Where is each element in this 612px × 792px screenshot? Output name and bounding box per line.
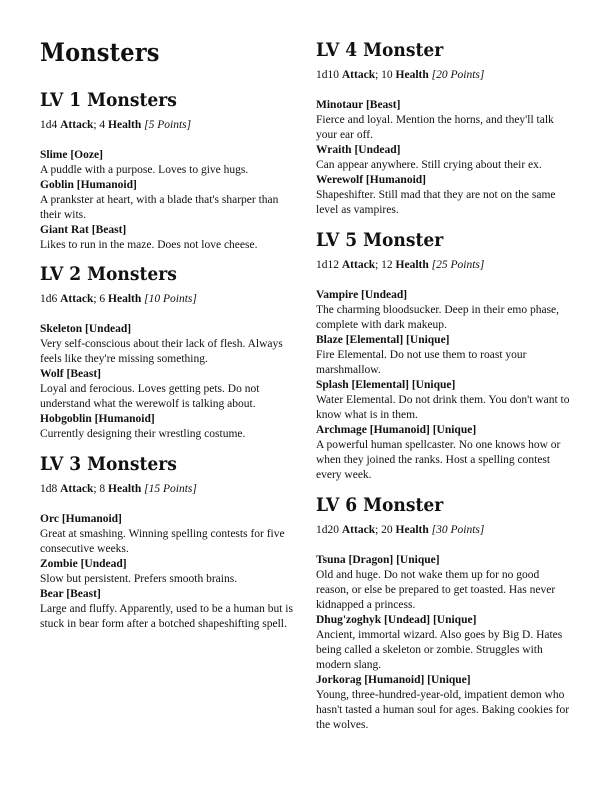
health-label: Health (395, 524, 429, 536)
monster-description: Great at smashing. Winning spelling contests for five consecutive weeks. (40, 528, 285, 555)
monster-description: Very self-conscious about their lack of flesh. Always feels like they're missing something. (40, 338, 283, 365)
monster-entry (40, 367, 298, 412)
level-title: LV 3 Monsters (40, 453, 177, 475)
points-value: [25 Points] (431, 259, 485, 271)
monster-name: Bear [Beast] (40, 588, 101, 600)
monster-description: A powerful human spellcaster. No one knows how or when they joined the ranks. Host a spelling contest every week. (316, 439, 561, 481)
monster-name: Zombie [Undead] (40, 558, 127, 570)
monster-name: Blaze [Elemental] [Unique] (316, 334, 450, 346)
monster-description: Ancient, immortal wizard. Also goes by Big D. Hates being called a skeleton or zombie. Struggles with modern slang. (316, 629, 563, 671)
monster-list (40, 322, 298, 442)
monster-description: A prankster at heart, with a blade that's sharper than their wits. (40, 194, 279, 221)
health-value: 10 (381, 69, 393, 81)
monster-name: Archmage [Humanoid] [Unique] (316, 424, 477, 436)
level-title: LV 2 Monsters (40, 263, 177, 285)
monster-name: Wraith [Undead] (316, 144, 401, 156)
monster-entry (40, 148, 298, 178)
monster-list (316, 553, 574, 733)
level-stats: 1d10 Attack; 10 Health [20 Points] (316, 69, 485, 81)
points-value: [30 Points] (431, 524, 485, 536)
level-5-section (316, 228, 574, 483)
monster-name: Slime [Ooze] (40, 149, 103, 161)
monster-name: Minotaur [Beast] (316, 99, 401, 111)
attack-label: Attack (60, 293, 94, 305)
monster-description: Water Elemental. Do not drink them. You don't want to know what is in them. (316, 394, 570, 421)
level-title: LV 5 Monster (316, 229, 444, 251)
monster-name: Splash [Elemental] [Unique] (316, 379, 456, 391)
monster-entry (316, 333, 574, 378)
monster-description: Large and fluffy. Apparently, used to be a human but is stuck in bear form after a botched shapeshifting spell. (40, 603, 293, 630)
attack-dice: 1d4 (40, 119, 58, 131)
monster-description: Likes to run in the maze. Does not love cheese. (40, 239, 258, 251)
level-title: LV 1 Monsters (40, 89, 177, 111)
attack-dice: 1d10 (316, 69, 339, 81)
points-value: [5 Points] (144, 119, 192, 131)
attack-dice: 1d20 (316, 524, 339, 536)
monster-entry (40, 557, 298, 587)
health-value: 6 (99, 293, 106, 305)
monster-list (316, 288, 574, 483)
health-value: 12 (381, 259, 393, 271)
monster-name: Hobgoblin [Humanoid] (40, 413, 155, 425)
points-value: [20 Points] (431, 69, 485, 81)
attack-dice: 1d12 (316, 259, 339, 271)
health-label: Health (108, 119, 142, 131)
monster-name: Wolf [Beast] (40, 368, 102, 380)
monster-entry (40, 412, 298, 442)
health-label: Health (395, 259, 429, 271)
monster-description: A puddle with a purpose. Loves to give hugs. (40, 164, 249, 176)
level-stats: 1d20 Attack; 20 Health [30 Points] (316, 524, 485, 536)
health-label: Health (395, 69, 429, 81)
monster-name: Tsuna [Dragon] [Unique] (316, 554, 440, 566)
monster-name: Orc [Humanoid] (40, 513, 122, 525)
monster-description: Currently designing their wrestling costume. (40, 428, 246, 440)
monster-list (316, 98, 574, 218)
monster-list (40, 148, 298, 253)
monster-description: Shapeshifter. Still mad that they are not on the same level as vampires. (316, 189, 556, 216)
level-1-section (40, 88, 298, 253)
monster-entry (40, 223, 298, 253)
level-title: LV 4 Monster (316, 39, 444, 61)
monster-entry (316, 553, 574, 613)
level-3-section (40, 452, 298, 632)
monster-description: Slow but persistent. Prefers smooth brains. (40, 573, 238, 585)
health-label: Health (108, 293, 142, 305)
level-2-section (40, 262, 298, 442)
monster-name: Werewolf [Humanoid] (316, 174, 426, 186)
points-value: [15 Points] (144, 483, 197, 495)
attack-label: Attack (60, 119, 94, 131)
attack-label: Attack (341, 69, 376, 81)
health-value: 4 (99, 119, 106, 131)
monster-description: Old and huge. Do not wake them up for no good reason, or else be prepared to get toasted. Has never kidnapped a princess. (316, 569, 556, 611)
level-6-section (316, 493, 574, 733)
level-stats: 1d4 Attack; 4 Health [5 Points] (40, 119, 192, 131)
attack-dice: 1d8 (40, 483, 58, 495)
health-label: Health (108, 483, 142, 495)
monster-name: Giant Rat [Beast] (40, 224, 127, 236)
level-stats: 1d8 Attack; 8 Health [15 Points] (40, 483, 197, 495)
monster-name: Jorkorag [Humanoid] [Unique] (316, 674, 471, 686)
monster-description: Young, three-hundred-year-old, impatient demon who hasn't tasted a human soul for ages. Baking cookies for the wolves. (316, 689, 570, 731)
monster-entry (316, 378, 574, 423)
monster-description: Can appear anywhere. Still crying about their ex. (316, 159, 542, 171)
monster-list (40, 512, 298, 632)
level-title: LV 6 Monster (316, 494, 444, 516)
monster-name: Goblin [Humanoid] (40, 179, 137, 191)
attack-dice: 1d6 (40, 293, 58, 305)
health-value: 20 (381, 524, 393, 536)
monster-description: Fire Elemental. Do not use them to roast your marshmallow. (316, 349, 527, 376)
attack-label: Attack (60, 483, 94, 495)
monster-entry (40, 512, 298, 557)
monster-entry (40, 322, 298, 367)
monster-entry (316, 173, 574, 218)
monster-entry (316, 98, 574, 143)
monster-description: Loyal and ferocious. Loves getting pets. Do not understand what the werewolf is talking about. (40, 383, 260, 410)
monster-entry (40, 587, 298, 632)
monster-name: Dhug'zoghyk [Undead] [Unique] (316, 614, 477, 626)
attack-label: Attack (341, 524, 376, 536)
monster-entry (316, 288, 574, 333)
monster-description: The charming bloodsucker. Deep in their emo phase, complete with dark makeup. (316, 304, 560, 331)
monster-name: Skeleton [Undead] (40, 323, 132, 335)
monster-entry (316, 423, 574, 483)
level-stats: 1d12 Attack; 12 Health [25 Points] (316, 259, 485, 271)
monster-entry (316, 673, 574, 733)
page-title: Monsters (40, 38, 160, 67)
health-value: 8 (99, 483, 106, 495)
monster-description: Fierce and loyal. Mention the horns, and they'll talk your ear off. (316, 114, 554, 141)
level-stats: 1d6 Attack; 6 Health [10 Points] (40, 293, 197, 305)
points-value: [10 Points] (144, 293, 197, 305)
monster-name: Vampire [Undead] (316, 289, 408, 301)
level-4-section (316, 38, 574, 218)
monster-entry (316, 143, 574, 173)
monster-entry (40, 178, 298, 223)
attack-label: Attack (341, 259, 376, 271)
monster-entry (316, 613, 574, 673)
